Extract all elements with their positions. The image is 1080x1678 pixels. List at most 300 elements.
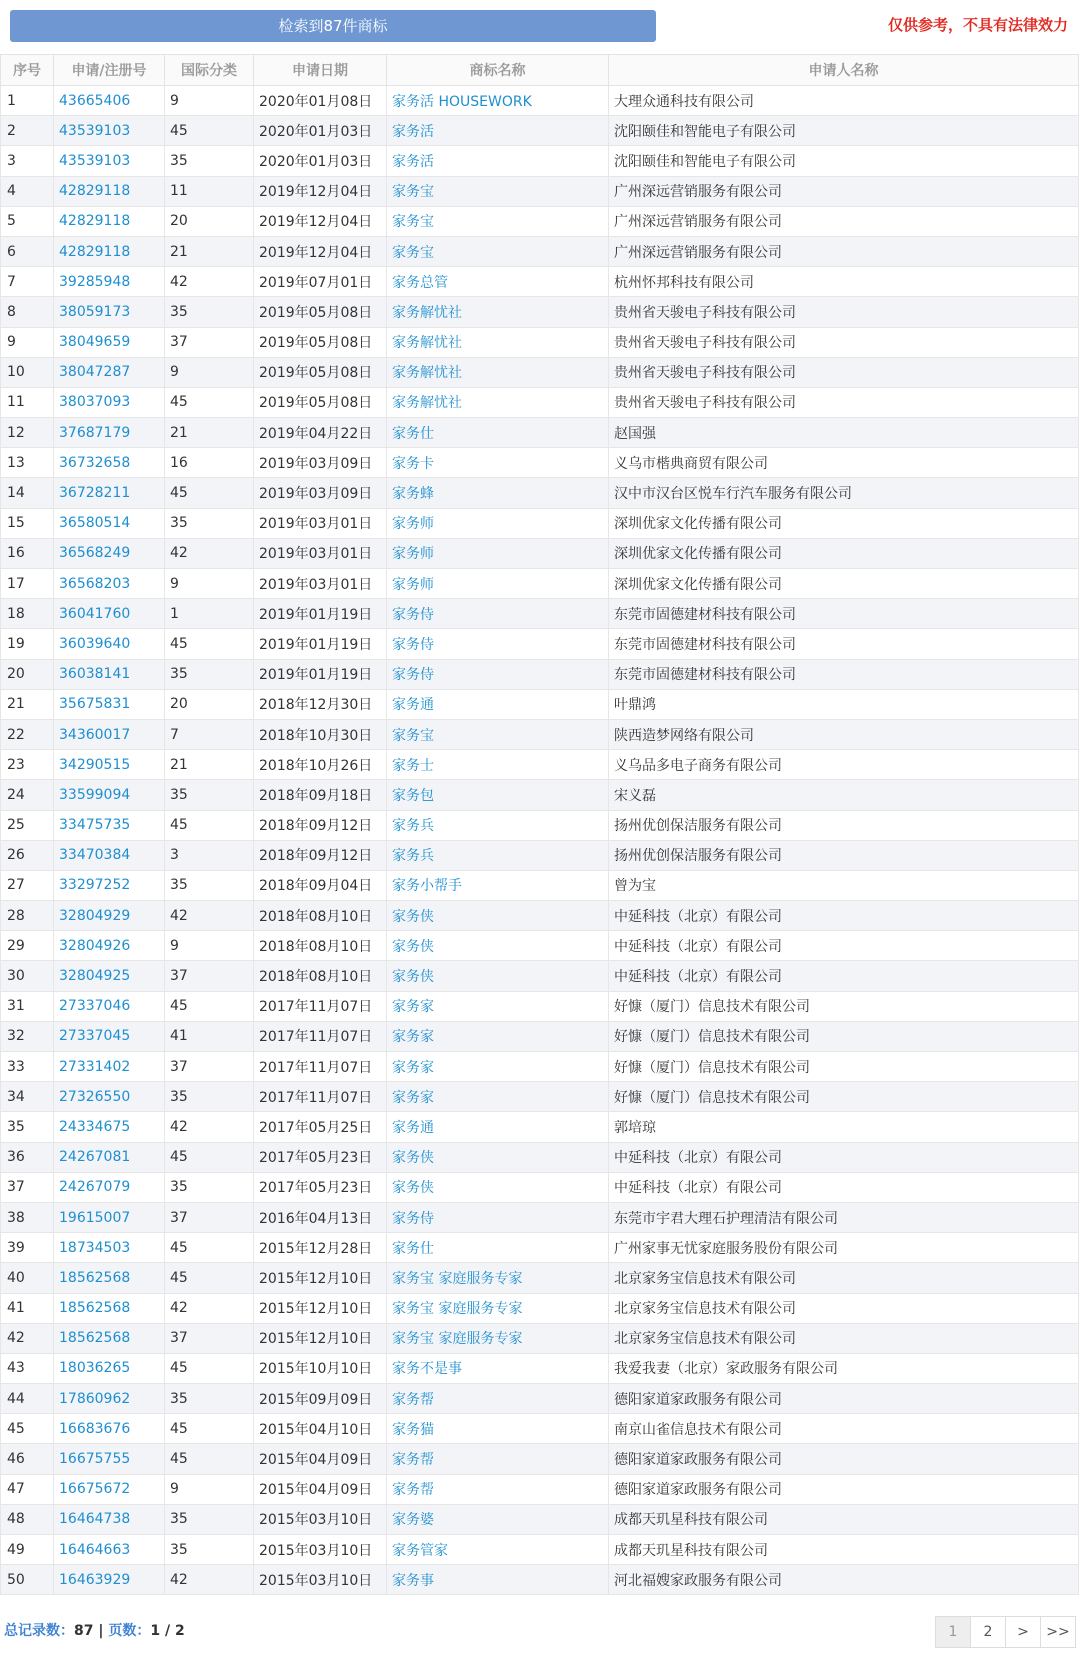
table-row[interactable] <box>1 780 1079 810</box>
reg-number-link[interactable]: 43665406 <box>54 86 165 116</box>
applicant-name: 中延科技（北京）有限公司 <box>609 1142 1079 1172</box>
table-row[interactable] <box>1 750 1079 780</box>
applicant-name: 德阳家道家政服务有限公司 <box>609 1444 1079 1474</box>
row-index: 4 <box>1 176 54 206</box>
apply-date: 2017年05月23日 <box>254 1172 387 1202</box>
table-row[interactable] <box>1 1142 1079 1172</box>
reg-number-link[interactable]: 18562568 <box>54 1323 165 1353</box>
trademark-name-link[interactable]: 家务总管 <box>387 267 609 297</box>
reg-number-link[interactable]: 36728211 <box>54 478 165 508</box>
apply-date: 2016年04月13日 <box>254 1202 387 1232</box>
intl-class: 42 <box>165 1293 254 1323</box>
table-row[interactable] <box>1 870 1079 900</box>
reg-number-link[interactable]: 39285948 <box>54 267 165 297</box>
reg-number-link[interactable]: 18562568 <box>54 1263 165 1293</box>
reg-number-link[interactable]: 38049659 <box>54 327 165 357</box>
trademark-name-link[interactable]: 家务师 <box>387 508 609 538</box>
row-index: 7 <box>1 267 54 297</box>
reg-number-link[interactable]: 36580514 <box>54 508 165 538</box>
table-row[interactable] <box>1 961 1079 991</box>
page-1-button[interactable]: 1 <box>935 1616 971 1648</box>
reg-number-link[interactable]: 16675672 <box>54 1474 165 1504</box>
table-row[interactable] <box>1 1353 1079 1383</box>
apply-date: 2019年01月19日 <box>254 599 387 629</box>
apply-date: 2019年05月08日 <box>254 387 387 417</box>
table-row[interactable] <box>1 1474 1079 1504</box>
row-index: 19 <box>1 629 54 659</box>
intl-class: 45 <box>165 991 254 1021</box>
applicant-name: 义乌品多电子商务有限公司 <box>609 750 1079 780</box>
table-row[interactable] <box>1 1565 1079 1595</box>
intl-class: 9 <box>165 931 254 961</box>
trademark-name-link[interactable]: 家务帮 <box>387 1444 609 1474</box>
pagination <box>936 1616 1076 1648</box>
trademark-name-link[interactable]: 家务宝 家庭服务专家 <box>387 1323 609 1353</box>
row-index: 28 <box>1 901 54 931</box>
applicant-name: 叶鼎鸿 <box>609 689 1079 719</box>
applicant-name: 义乌市楷典商贸有限公司 <box>609 448 1079 478</box>
intl-class: 37 <box>165 327 254 357</box>
trademark-name-link[interactable]: 家务通 <box>387 1112 609 1142</box>
reg-number-link[interactable]: 16683676 <box>54 1414 165 1444</box>
intl-class: 35 <box>165 146 254 176</box>
applicant-name: 成都天玑星科技有限公司 <box>609 1504 1079 1534</box>
intl-class: 3 <box>165 840 254 870</box>
table-row[interactable] <box>1 810 1079 840</box>
applicant-name: 中延科技（北京）有限公司 <box>609 1172 1079 1202</box>
applicant-name: 北京家务宝信息技术有限公司 <box>609 1263 1079 1293</box>
reg-number-link[interactable]: 36041760 <box>54 599 165 629</box>
reg-number-link[interactable]: 18562568 <box>54 1293 165 1323</box>
applicant-name: 好慷（厦门）信息技术有限公司 <box>609 991 1079 1021</box>
apply-date: 2019年05月08日 <box>254 357 387 387</box>
row-index: 10 <box>1 357 54 387</box>
applicant-name: 东莞市宇君大理石护理清洁有限公司 <box>609 1202 1079 1232</box>
table-row[interactable] <box>1 176 1079 206</box>
intl-class: 21 <box>165 418 254 448</box>
trademark-name-link[interactable]: 家务不是事 <box>387 1353 609 1383</box>
trademark-name-link[interactable]: 家务家 <box>387 1052 609 1082</box>
trademark-name-link[interactable]: 家务仕 <box>387 1233 609 1263</box>
trademark-name-link[interactable]: 家务侍 <box>387 629 609 659</box>
trademark-name-link[interactable]: 家务小帮手 <box>387 870 609 900</box>
table-row[interactable] <box>1 991 1079 1021</box>
reg-number-link[interactable]: 36039640 <box>54 629 165 659</box>
disclaimer-text: 仅供参考，不具有法律效力 <box>887 16 1068 34</box>
reg-number-link[interactable]: 42829118 <box>54 236 165 266</box>
intl-class: 45 <box>165 1263 254 1293</box>
reg-number-link[interactable]: 27331402 <box>54 1052 165 1082</box>
applicant-name: 广州深远营销服务有限公司 <box>609 206 1079 236</box>
trademark-name-link[interactable]: 家务师 <box>387 569 609 599</box>
trademark-name-link[interactable]: 家务士 <box>387 750 609 780</box>
trademark-name-link[interactable]: 家务侠 <box>387 961 609 991</box>
row-index: 31 <box>1 991 54 1021</box>
reg-number-link[interactable]: 34360017 <box>54 719 165 749</box>
table-row[interactable] <box>1 1233 1079 1263</box>
apply-date: 2015年03月10日 <box>254 1565 387 1595</box>
table-row[interactable] <box>1 1384 1079 1414</box>
reg-number-link[interactable]: 32804929 <box>54 901 165 931</box>
applicant-name: 好慷（厦门）信息技术有限公司 <box>609 1082 1079 1112</box>
total-records-label: 总记录数： <box>4 1623 74 1639</box>
apply-date: 2015年12月10日 <box>254 1323 387 1353</box>
trademark-name-link[interactable]: 家务侠 <box>387 1142 609 1172</box>
apply-date: 2020年01月08日 <box>254 86 387 116</box>
reg-number-link[interactable]: 36038141 <box>54 659 165 689</box>
intl-class: 35 <box>165 780 254 810</box>
row-index: 50 <box>1 1565 54 1595</box>
intl-class: 45 <box>165 1142 254 1172</box>
trademark-name-link[interactable]: 家务帮 <box>387 1384 609 1414</box>
trademark-name-link[interactable]: 家务侍 <box>387 659 609 689</box>
trademark-name-link[interactable]: 家务侠 <box>387 931 609 961</box>
intl-class: 1 <box>165 599 254 629</box>
page-2-button[interactable]: 2 <box>970 1616 1006 1648</box>
intl-class: 16 <box>165 448 254 478</box>
column-header-apply-date: 申请日期 <box>254 55 387 86</box>
trademark-name-link[interactable]: 家务家 <box>387 1021 609 1051</box>
apply-date: 2019年01月19日 <box>254 629 387 659</box>
apply-date: 2017年11月07日 <box>254 1052 387 1082</box>
table-row[interactable] <box>1 1414 1079 1444</box>
applicant-name: 北京家务宝信息技术有限公司 <box>609 1293 1079 1323</box>
applicant-name: 成都天玑星科技有限公司 <box>609 1535 1079 1565</box>
row-index: 8 <box>1 297 54 327</box>
apply-date: 2019年03月01日 <box>254 569 387 599</box>
applicant-name: 北京家务宝信息技术有限公司 <box>609 1323 1079 1353</box>
trademark-name-link[interactable]: 家务宝 <box>387 719 609 749</box>
row-index: 18 <box>1 599 54 629</box>
table-row[interactable] <box>1 1293 1079 1323</box>
table-row[interactable] <box>1 538 1079 568</box>
intl-class: 42 <box>165 901 254 931</box>
reg-number-link[interactable]: 37687179 <box>54 418 165 448</box>
reg-number-link[interactable]: 34290515 <box>54 750 165 780</box>
intl-class: 35 <box>165 1384 254 1414</box>
trademark-name-link[interactable]: 家务兵 <box>387 810 609 840</box>
trademark-name-link[interactable]: 家务宝 <box>387 176 609 206</box>
applicant-name: 东莞市固德建材科技有限公司 <box>609 659 1079 689</box>
reg-number-link[interactable]: 38047287 <box>54 357 165 387</box>
reg-number-link[interactable]: 17860962 <box>54 1384 165 1414</box>
table-row[interactable] <box>1 1444 1079 1474</box>
row-index: 13 <box>1 448 54 478</box>
intl-class: 20 <box>165 206 254 236</box>
intl-class: 37 <box>165 961 254 991</box>
column-header-intl-class: 国际分类 <box>165 55 254 86</box>
reg-number-link[interactable]: 16675755 <box>54 1444 165 1474</box>
reg-number-link[interactable]: 38037093 <box>54 387 165 417</box>
reg-number-link[interactable]: 43539103 <box>54 116 165 146</box>
intl-class: 7 <box>165 719 254 749</box>
next-page-button[interactable]: > <box>1005 1616 1041 1648</box>
table-row[interactable] <box>1 1052 1079 1082</box>
trademark-name-link[interactable]: 家务家 <box>387 1082 609 1112</box>
trademark-name-link[interactable]: 家务侠 <box>387 1172 609 1202</box>
applicant-name: 好慷（厦门）信息技术有限公司 <box>609 1052 1079 1082</box>
trademark-name-link[interactable]: 家务解忧社 <box>387 387 609 417</box>
trademark-name-link[interactable]: 家务帮 <box>387 1474 609 1504</box>
intl-class: 11 <box>165 176 254 206</box>
apply-date: 2020年01月03日 <box>254 146 387 176</box>
trademark-name-link[interactable]: 家务侍 <box>387 599 609 629</box>
trademark-name-link[interactable]: 家务侠 <box>387 901 609 931</box>
trademark-name-link[interactable]: 家务解忧社 <box>387 297 609 327</box>
table-row[interactable] <box>1 629 1079 659</box>
trademark-name-link[interactable]: 家务宝 <box>387 206 609 236</box>
trademark-name-link[interactable]: 家务解忧社 <box>387 357 609 387</box>
table-row[interactable] <box>1 1263 1079 1293</box>
applicant-name: 曾为宝 <box>609 870 1079 900</box>
table-row[interactable] <box>1 297 1079 327</box>
reg-number-link[interactable]: 24334675 <box>54 1112 165 1142</box>
apply-date: 2018年08月10日 <box>254 901 387 931</box>
search-result-banner[interactable]: 检索到87件商标 <box>10 10 656 42</box>
table-row[interactable] <box>1 599 1079 629</box>
row-index: 32 <box>1 1021 54 1051</box>
apply-date: 2019年03月01日 <box>254 538 387 568</box>
table-row[interactable] <box>1 719 1079 749</box>
trademark-name-link[interactable]: 家务活 HOUSEWORK <box>387 86 609 116</box>
intl-class: 42 <box>165 1112 254 1142</box>
reg-number-link[interactable]: 18036265 <box>54 1353 165 1383</box>
reg-number-link[interactable]: 33297252 <box>54 870 165 900</box>
table-row[interactable] <box>1 1112 1079 1142</box>
table-row[interactable] <box>1 689 1079 719</box>
trademark-name-link[interactable]: 家务侍 <box>387 1202 609 1232</box>
trademark-name-link[interactable]: 家务猫 <box>387 1414 609 1444</box>
trademark-name-link[interactable]: 家务活 <box>387 146 609 176</box>
apply-date: 2019年07月01日 <box>254 267 387 297</box>
row-index: 26 <box>1 840 54 870</box>
applicant-name: 赵国强 <box>609 418 1079 448</box>
trademark-name-link[interactable]: 家务包 <box>387 780 609 810</box>
column-header-applicant: 申请人名称 <box>609 55 1079 86</box>
reg-number-link[interactable]: 38059173 <box>54 297 165 327</box>
row-index: 20 <box>1 659 54 689</box>
applicant-name: 宋义磊 <box>609 780 1079 810</box>
row-index: 15 <box>1 508 54 538</box>
table-row[interactable] <box>1 448 1079 478</box>
apply-date: 2017年05月25日 <box>254 1112 387 1142</box>
intl-class: 21 <box>165 750 254 780</box>
row-index: 33 <box>1 1052 54 1082</box>
apply-date: 2018年08月10日 <box>254 961 387 991</box>
applicant-name: 沈阳颐佳和智能电子有限公司 <box>609 116 1079 146</box>
trademark-name-link[interactable]: 家务管家 <box>387 1535 609 1565</box>
column-header-reg-number: 申请/注册号 <box>54 55 165 86</box>
table-row[interactable] <box>1 840 1079 870</box>
reg-number-link[interactable]: 16463929 <box>54 1565 165 1595</box>
applicant-name: 深圳优家文化传播有限公司 <box>609 508 1079 538</box>
intl-class: 21 <box>165 236 254 266</box>
row-index: 42 <box>1 1323 54 1353</box>
reg-number-link[interactable]: 36732658 <box>54 448 165 478</box>
table-body <box>1 86 1079 1595</box>
applicant-name: 我爱我妻（北京）家政服务有限公司 <box>609 1353 1079 1383</box>
reg-number-link[interactable]: 32804925 <box>54 961 165 991</box>
table-row[interactable] <box>1 569 1079 599</box>
total-records-value: 87 <box>74 1623 94 1639</box>
row-index: 11 <box>1 387 54 417</box>
table-row[interactable] <box>1 116 1079 146</box>
reg-number-link[interactable]: 42829118 <box>54 176 165 206</box>
row-index: 5 <box>1 206 54 236</box>
row-index: 36 <box>1 1142 54 1172</box>
apply-date: 2019年12月04日 <box>254 236 387 266</box>
intl-class: 35 <box>165 1172 254 1202</box>
summary-separator: | <box>93 1623 109 1639</box>
table-header-row <box>1 55 1079 86</box>
trademark-name-link[interactable]: 家务解忧社 <box>387 327 609 357</box>
intl-class: 41 <box>165 1021 254 1051</box>
table-row[interactable] <box>1 86 1079 116</box>
row-index: 24 <box>1 780 54 810</box>
trademark-name-link[interactable]: 家务宝 家庭服务专家 <box>387 1293 609 1323</box>
apply-date: 2019年04月22日 <box>254 418 387 448</box>
reg-number-link[interactable]: 16464663 <box>54 1535 165 1565</box>
row-index: 30 <box>1 961 54 991</box>
reg-number-link[interactable]: 33599094 <box>54 780 165 810</box>
table-row[interactable] <box>1 1021 1079 1051</box>
table-row[interactable] <box>1 478 1079 508</box>
apply-date: 2017年11月07日 <box>254 1082 387 1112</box>
apply-date: 2015年03月10日 <box>254 1504 387 1534</box>
column-header-trademark-name: 商标名称 <box>387 55 609 86</box>
reg-number-link[interactable]: 36568249 <box>54 538 165 568</box>
table-row[interactable] <box>1 387 1079 417</box>
trademark-name-link[interactable]: 家务兵 <box>387 840 609 870</box>
apply-date: 2015年04月09日 <box>254 1474 387 1504</box>
reg-number-link[interactable]: 43539103 <box>54 146 165 176</box>
intl-class: 9 <box>165 86 254 116</box>
reg-number-link[interactable]: 42829118 <box>54 206 165 236</box>
apply-date: 2015年03月10日 <box>254 1535 387 1565</box>
apply-date: 2019年05月08日 <box>254 297 387 327</box>
intl-class: 35 <box>165 870 254 900</box>
trademark-name-link[interactable]: 家务卡 <box>387 448 609 478</box>
trademark-name-link[interactable]: 家务师 <box>387 538 609 568</box>
table-row[interactable] <box>1 659 1079 689</box>
table-row[interactable] <box>1 206 1079 236</box>
table-row[interactable] <box>1 236 1079 266</box>
table-row[interactable] <box>1 1535 1079 1565</box>
intl-class: 35 <box>165 659 254 689</box>
row-index: 3 <box>1 146 54 176</box>
apply-date: 2018年09月12日 <box>254 840 387 870</box>
trademark-name-link[interactable]: 家务宝 家庭服务专家 <box>387 1263 609 1293</box>
row-index: 40 <box>1 1263 54 1293</box>
trademark-name-link[interactable]: 家务家 <box>387 991 609 1021</box>
applicant-name: 陕西造梦网络有限公司 <box>609 719 1079 749</box>
record-summary <box>4 1620 185 1642</box>
trademark-name-link[interactable]: 家务事 <box>387 1565 609 1595</box>
intl-class: 45 <box>165 1414 254 1444</box>
reg-number-link[interactable]: 36568203 <box>54 569 165 599</box>
reg-number-link[interactable]: 24267081 <box>54 1142 165 1172</box>
apply-date: 2018年10月30日 <box>254 719 387 749</box>
apply-date: 2018年12月30日 <box>254 689 387 719</box>
intl-class: 45 <box>165 387 254 417</box>
intl-class: 45 <box>165 629 254 659</box>
apply-date: 2018年08月10日 <box>254 931 387 961</box>
trademark-name-link[interactable]: 家务蜂 <box>387 478 609 508</box>
reg-number-link[interactable]: 27326550 <box>54 1082 165 1112</box>
table-row[interactable] <box>1 508 1079 538</box>
apply-date: 2015年04月10日 <box>254 1414 387 1444</box>
reg-number-link[interactable]: 16464738 <box>54 1504 165 1534</box>
table-row[interactable] <box>1 1323 1079 1353</box>
applicant-name: 贵州省天骏电子科技有限公司 <box>609 297 1079 327</box>
applicant-name: 中延科技（北京）有限公司 <box>609 961 1079 991</box>
table-row[interactable] <box>1 1202 1079 1232</box>
row-index: 21 <box>1 689 54 719</box>
trademark-name-link[interactable]: 家务宝 <box>387 236 609 266</box>
trademark-name-link[interactable]: 家务仕 <box>387 418 609 448</box>
table-row[interactable] <box>1 931 1079 961</box>
intl-class: 45 <box>165 810 254 840</box>
table-row[interactable] <box>1 1504 1079 1534</box>
reg-number-link[interactable]: 33470384 <box>54 840 165 870</box>
trademark-name-link[interactable]: 家务活 <box>387 116 609 146</box>
table-row[interactable] <box>1 418 1079 448</box>
intl-class: 20 <box>165 689 254 719</box>
row-index: 27 <box>1 870 54 900</box>
reg-number-link[interactable]: 33475735 <box>54 810 165 840</box>
applicant-name: 扬州优创保洁服务有限公司 <box>609 810 1079 840</box>
apply-date: 2019年05月08日 <box>254 327 387 357</box>
intl-class: 35 <box>165 1082 254 1112</box>
row-index: 25 <box>1 810 54 840</box>
row-index: 46 <box>1 1444 54 1474</box>
intl-class: 9 <box>165 569 254 599</box>
reg-number-link[interactable]: 19615007 <box>54 1202 165 1232</box>
reg-number-link[interactable]: 32804926 <box>54 931 165 961</box>
reg-number-link[interactable]: 24267079 <box>54 1172 165 1202</box>
row-index: 16 <box>1 538 54 568</box>
table-row[interactable] <box>1 357 1079 387</box>
last-page-button[interactable]: >> <box>1040 1616 1076 1648</box>
trademark-name-link[interactable]: 家务婆 <box>387 1504 609 1534</box>
applicant-name: 广州家事无忧家庭服务股份有限公司 <box>609 1233 1079 1263</box>
table-row[interactable] <box>1 267 1079 297</box>
reg-number-link[interactable]: 27337045 <box>54 1021 165 1051</box>
intl-class: 37 <box>165 1323 254 1353</box>
applicant-name: 大理众通科技有限公司 <box>609 86 1079 116</box>
intl-class: 37 <box>165 1052 254 1082</box>
applicant-name: 德阳家道家政服务有限公司 <box>609 1474 1079 1504</box>
table-row[interactable] <box>1 901 1079 931</box>
table-row[interactable] <box>1 1082 1079 1112</box>
reg-number-link[interactable]: 35675831 <box>54 689 165 719</box>
intl-class: 35 <box>165 508 254 538</box>
intl-class: 45 <box>165 116 254 146</box>
apply-date: 2019年01月19日 <box>254 659 387 689</box>
trademark-results-table <box>0 54 1079 1595</box>
intl-class: 37 <box>165 1202 254 1232</box>
table-row[interactable] <box>1 327 1079 357</box>
row-index: 39 <box>1 1233 54 1263</box>
apply-date: 2019年03月01日 <box>254 508 387 538</box>
apply-date: 2019年03月09日 <box>254 478 387 508</box>
table-row[interactable] <box>1 146 1079 176</box>
table-row[interactable] <box>1 1172 1079 1202</box>
top-bar <box>0 0 1080 54</box>
trademark-name-link[interactable]: 家务通 <box>387 689 609 719</box>
reg-number-link[interactable]: 18734503 <box>54 1233 165 1263</box>
reg-number-link[interactable]: 27337046 <box>54 991 165 1021</box>
